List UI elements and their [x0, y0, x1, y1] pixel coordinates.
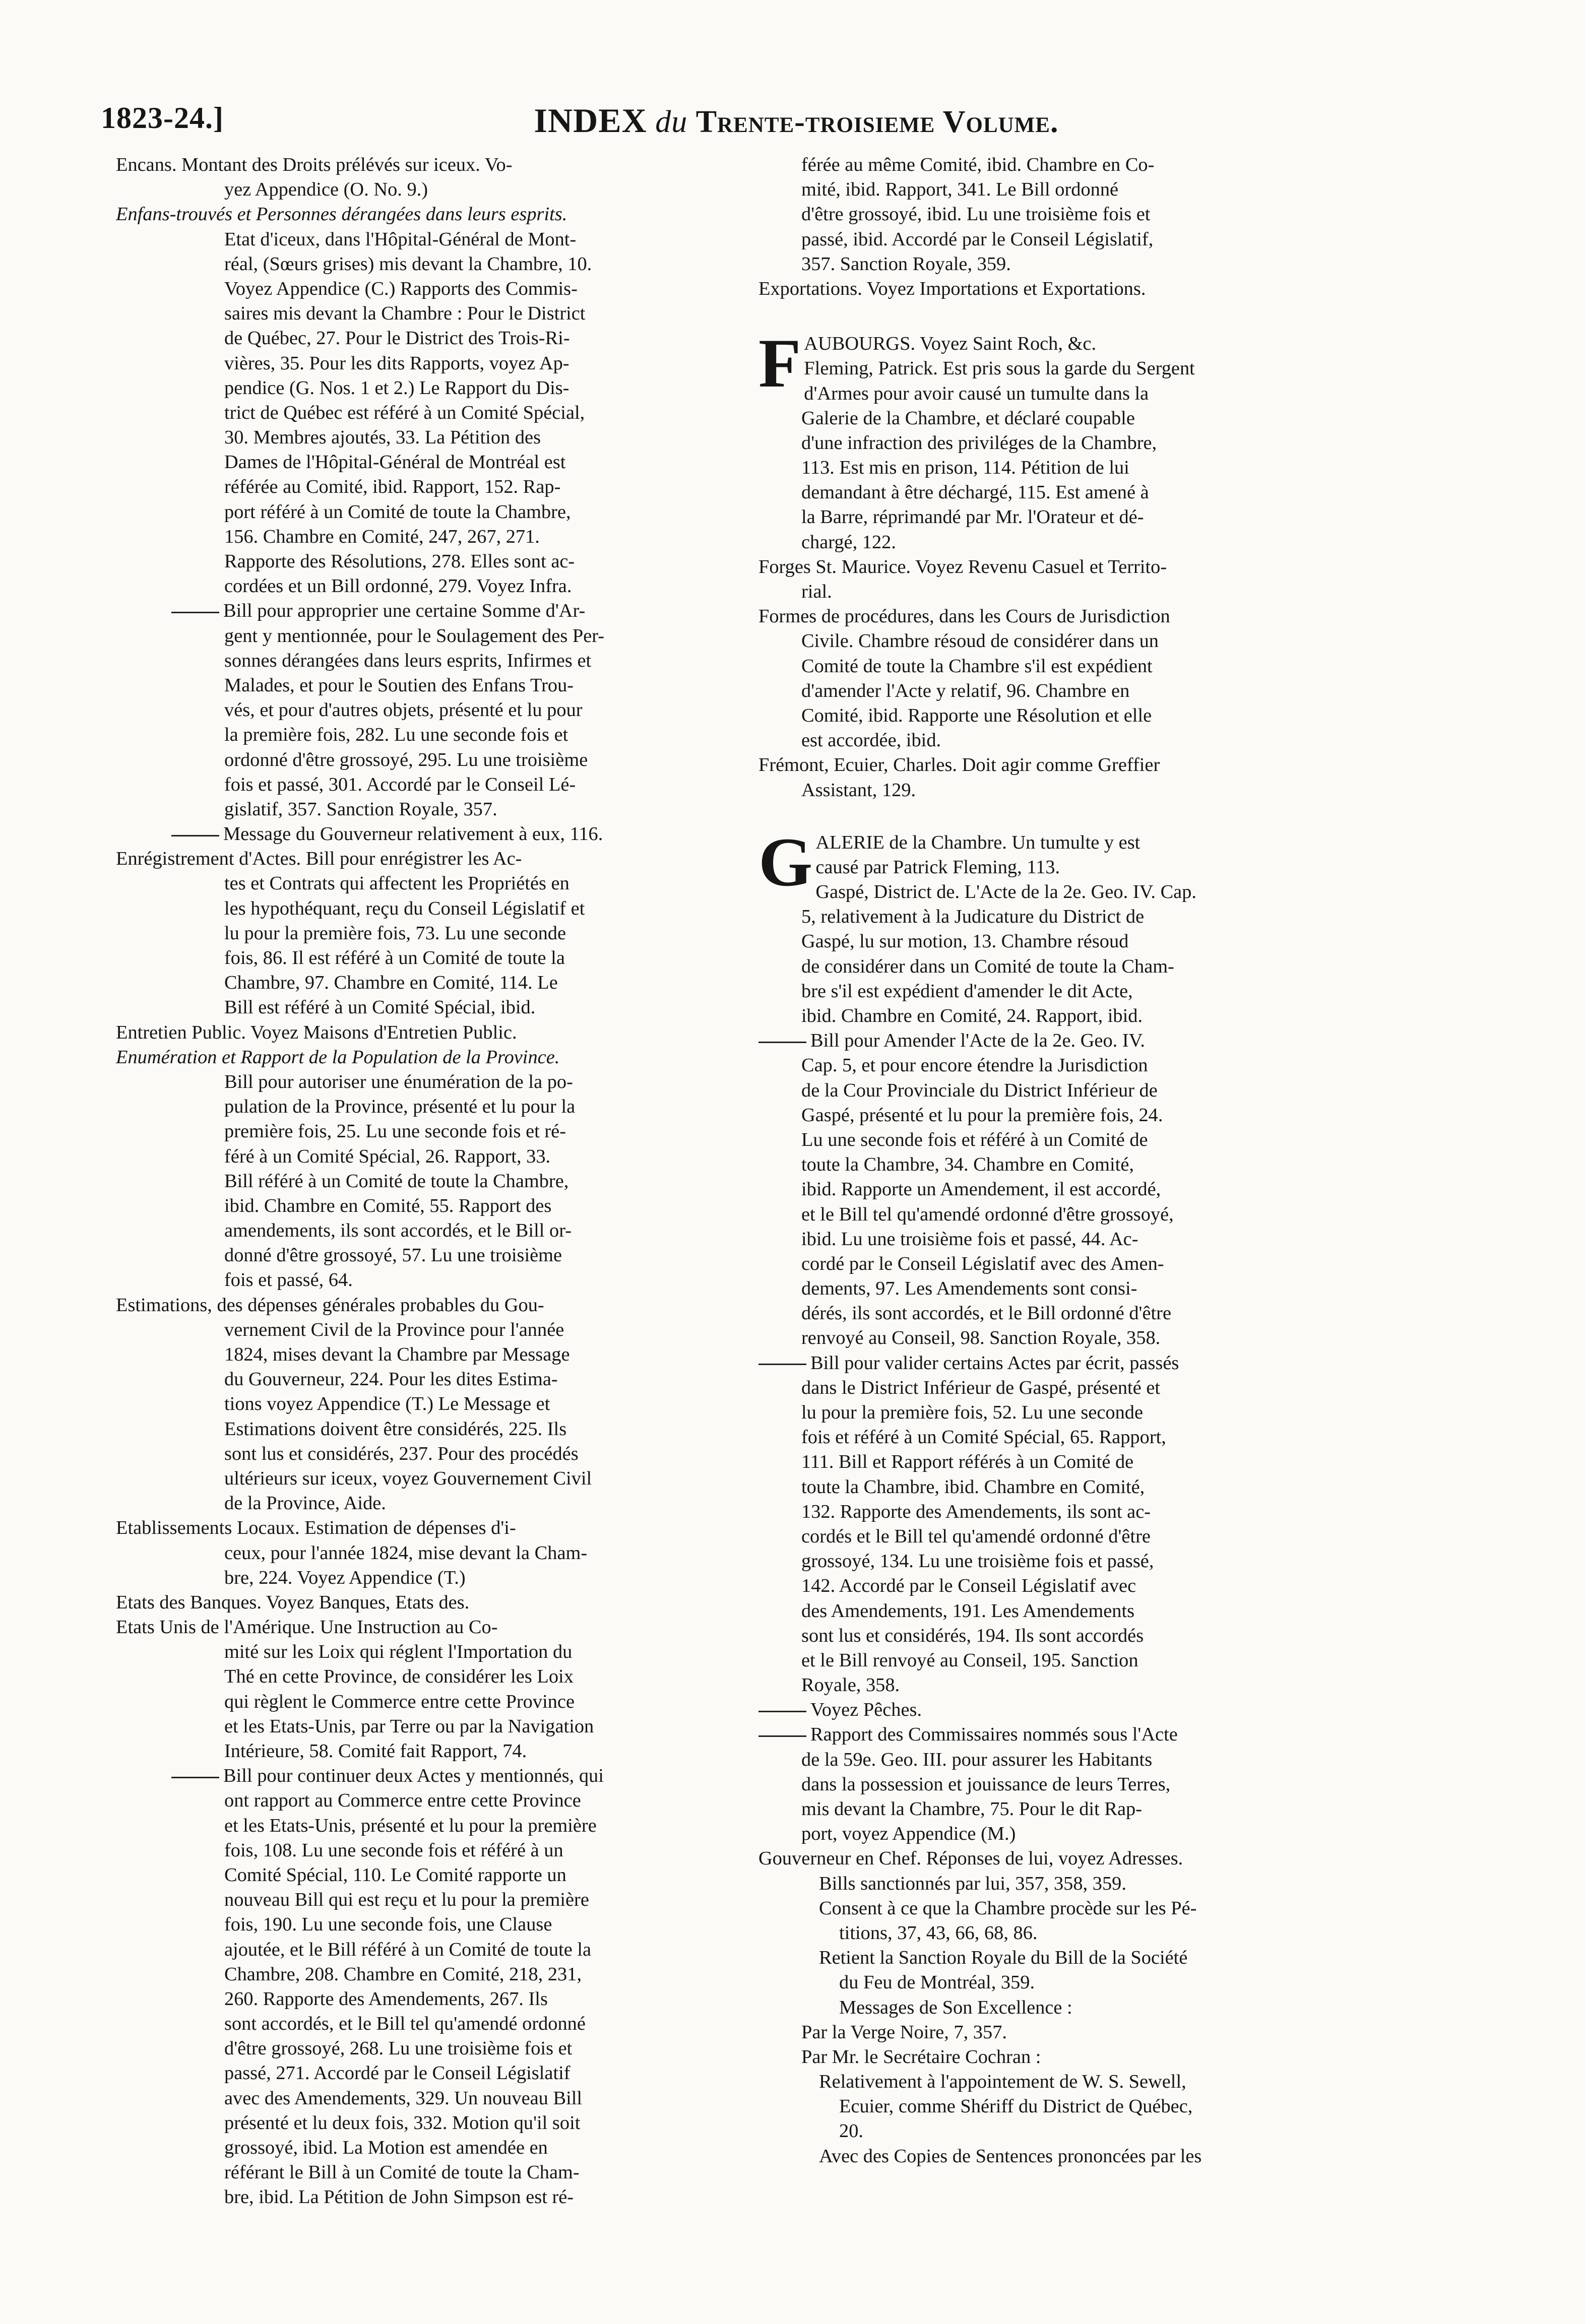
index-line: bre, ibid. La Pétition de John Simpson est ré- — [224, 2186, 574, 2208]
index-line: Rapporte des Résolutions, 278. Elles sont ac- — [224, 551, 575, 572]
index-line: fois et référé à un Comité Spécial, 65. Rapport, — [801, 1427, 1166, 1448]
index-line: des Amendements, 191. Les Amendements — [801, 1600, 1135, 1622]
index-line: fois, 86. Il est référé à un Comité de toute la — [224, 947, 565, 969]
index-line: Malades, et pour le Soutien des Enfans Trou- — [224, 674, 574, 696]
index-line: fois et passé, 301. Accordé par le Conseil Lé- — [224, 773, 576, 795]
index-line: vés, et pour d'autres objets, présenté et lu pour — [224, 699, 583, 721]
index-line: d'une infraction des priviléges de la Chambre, — [801, 432, 1157, 454]
index-line: d'être grossoyé, 268. Lu une troisième fois et — [224, 2038, 573, 2059]
index-line: toute la Chambre, 34. Chambre en Comité, — [801, 1154, 1134, 1176]
index-line: chargé, 122. — [801, 531, 896, 553]
index-line: sont lus et considérés, 194. Ils sont accordés — [801, 1625, 1144, 1646]
index-line: Bill pour valider certains Actes par écrit, passés — [810, 1352, 1179, 1374]
dropcap-g: G — [758, 823, 813, 900]
index-line: mité, ibid. Rapport, 341. Le Bill ordonné — [801, 179, 1119, 201]
index-line: est accordée, ibid. — [801, 730, 941, 751]
dropcap-f: F — [758, 325, 801, 402]
index-line: dans la possession et jouissance de leurs Terres, — [801, 1773, 1171, 1795]
index-line: première fois, 25. Lu une seconde fois et ré- — [224, 1121, 566, 1142]
index-line: Bill référé à un Comité de toute la Chambre, — [224, 1170, 569, 1192]
index-line: pendice (G. Nos. 1 et 2.) Le Rapport du Dis- — [224, 377, 569, 399]
index-line: bre s'il est expédient d'amender le dit Acte, — [801, 980, 1133, 1002]
index-line: Ecuier, comme Shériff du District de Québec, — [839, 2096, 1193, 2117]
index-line: référant le Bill à un Comité de toute la Cham- — [224, 2162, 580, 2183]
index-line: causé par Patrick Fleming, 113. — [815, 856, 1060, 878]
index-line: ibid. Lu une troisième fois et passé, 44. Ac- — [801, 1228, 1138, 1250]
index-line: ont rapport au Commerce entre cette Province — [224, 1790, 581, 1812]
index-line: mité sur les Loix qui réglent l'Importation du — [224, 1641, 573, 1663]
running-title — [101, 101, 1492, 141]
index-line: tions voyez Appendice (T.) Le Message et — [224, 1393, 550, 1415]
index-line: renvoyé au Conseil, 98. Sanction Royale, 358. — [801, 1327, 1161, 1349]
index-line: Comité de toute la Chambre s'il est expédient — [801, 655, 1153, 677]
index-line: dements, 97. Les Amendements sont consi- — [801, 1278, 1137, 1300]
title-du: du — [655, 105, 688, 139]
left-column — [116, 153, 761, 2210]
index-line: fois et passé, 64. — [224, 1269, 353, 1291]
title-index: INDEX — [534, 101, 647, 140]
index-line: de Québec, 27. Pour le District des Trois-Ri- — [224, 328, 570, 349]
index-line: de la Province, Aide. — [224, 1493, 386, 1514]
index-line: 142. Accordé par le Conseil Législatif avec — [801, 1575, 1136, 1597]
index-line: AUBOURGS. Voyez Saint Roch, &c. — [804, 333, 1097, 355]
index-line: cordé par le Conseil Législatif avec des Amen- — [801, 1253, 1164, 1274]
index-line: Voyez Pêches. — [810, 1699, 922, 1721]
index-line: Bills sanctionnés par lui, 357, 358, 359. — [819, 1873, 1126, 1894]
index-line: Comité Spécial, 110. Le Comité rapporte un — [224, 1864, 566, 1886]
index-line: Bill est référé à un Comité Spécial, ibid. — [224, 997, 536, 1018]
index-heading: Enumération et Rapport de la Population de la Province. — [116, 1046, 560, 1068]
index-line: présenté et lu deux fois, 332. Motion qu'il soit — [224, 2112, 581, 2134]
repeat-dash — [171, 835, 219, 836]
index-line: Fleming, Patrick. Est pris sous la garde du Sergent — [804, 358, 1195, 379]
index-line: la première fois, 282. Lu une seconde fois et — [224, 724, 568, 746]
index-line: et le Bill tel qu'amendé ordonné d'être grossoyé, — [801, 1203, 1174, 1225]
index-line: Rapport des Commissaires nommés sous l'Acte — [810, 1724, 1178, 1746]
index-line: de la Cour Provinciale du District Inférieur de — [801, 1079, 1158, 1101]
index-line: et les Etats-Unis, présenté et lu pour la première — [224, 1815, 597, 1836]
index-line: Messages de Son Excellence : — [839, 1996, 1072, 2018]
index-line: d'être grossoyé, ibid. Lu une troisième fois et — [801, 204, 1151, 225]
index-line: cordés et le Bill tel qu'amendé ordonné d'être — [801, 1525, 1151, 1547]
index-line: Chambre, 97. Chambre en Comité, 114. Le — [224, 972, 558, 994]
index-line: Message du Gouverneur relativement à eux, 116. — [223, 823, 603, 845]
index-line: Comité, ibid. Rapporte une Résolution et elle — [801, 704, 1152, 726]
index-line: la Barre, réprimandé par Mr. l'Orateur et dé- — [801, 506, 1144, 528]
index-line: qui règlent le Commerce entre cette Province — [224, 1691, 575, 1712]
index-line: Retient la Sanction Royale du Bill de la Société — [819, 1947, 1188, 1969]
index-line: trict de Québec est référé à un Comité Spécial, — [224, 402, 585, 423]
index-line: Voyez Appendice (C.) Rapports des Commis- — [224, 278, 578, 299]
index-line: Dames de l'Hôpital-Général de Montréal est — [224, 451, 566, 473]
index-line: dans le District Inférieur de Gaspé, présenté et — [801, 1377, 1161, 1398]
index-line: 132. Rapporte des Amendements, ils sont ac- — [801, 1501, 1151, 1522]
index-line: Lu une seconde fois et référé à un Comité de — [801, 1129, 1148, 1150]
index-line: Avec des Copies de Sentences prononcées par les — [819, 2145, 1202, 2167]
index-line: ultérieurs sur iceux, voyez Gouvernement Civil — [224, 1467, 592, 1489]
repeat-dash — [171, 1777, 219, 1778]
index-line: Formes de procédures, dans les Cours de Jurisdiction — [758, 606, 1170, 627]
index-line: Forges St. Maurice. Voyez Revenu Casuel et Territo- — [758, 556, 1167, 577]
index-line: 1824, mises devant la Chambre par Message — [224, 1344, 570, 1365]
index-line: Royale, 358. — [801, 1674, 900, 1696]
index-line: ibid. Chambre en Comité, 24. Rapport, ibid. — [801, 1005, 1143, 1026]
index-line: Galerie de la Chambre, et déclaré coupable — [801, 407, 1135, 429]
index-line: d'amender l'Acte y relatif, 96. Chambre en — [801, 680, 1130, 701]
index-line: sonnes dérangées dans leurs esprits, Infirmes et — [224, 650, 592, 671]
index-line: grossoyé, 134. Lu une troisième fois et passé, — [801, 1551, 1154, 1572]
index-line: Etats Unis de l'Amérique. Une Instruction au Co- — [116, 1617, 498, 1638]
index-line: Bill pour Amender l'Acte de la 2e. Geo. IV. — [810, 1030, 1146, 1052]
index-line: sont lus et considérés, 237. Pour des procédés — [224, 1443, 579, 1464]
index-line: Civile. Chambre résoud de considérer dans un — [801, 630, 1159, 652]
index-line: mis devant la Chambre, 75. Pour le dit Rap- — [801, 1798, 1142, 1820]
index-line: les hypothéquant, reçu du Conseil Législatif et — [224, 897, 585, 919]
index-line: ibid. Chambre en Comité, 55. Rapport des — [224, 1195, 552, 1216]
index-line: Etablissements Locaux. Estimation de dépenses d'i- — [116, 1517, 516, 1539]
title-volume: Trente-troisieme Volume. — [695, 105, 1059, 139]
index-line: de considérer dans un Comité de toute la Cham- — [801, 955, 1174, 977]
index-line: gislatif, 357. Sanction Royale, 357. — [224, 798, 497, 820]
index-line: réal, (Sœurs grises) mis devant la Chambre, 10. — [224, 253, 592, 275]
right-column — [758, 153, 1358, 2169]
index-line: Relativement à l'appointement de W. S. Sewell, — [819, 2071, 1186, 2093]
index-line: ibid. Rapporte un Amendement, il est accordé, — [801, 1179, 1161, 1200]
index-line: Etats des Banques. Voyez Banques, Etats des. — [116, 1591, 470, 1613]
index-line: de la 59e. Geo. III. pour assurer les Habitants — [801, 1749, 1153, 1770]
index-line: férée au même Comité, ibid. Chambre en Co- — [801, 154, 1155, 175]
repeat-dash — [758, 1735, 806, 1737]
index-line: et le Bill renvoyé au Conseil, 195. Sanction — [801, 1649, 1138, 1671]
index-line: Entretien Public. Voyez Maisons d'Entretien Public. — [116, 1021, 517, 1043]
index-line: Chambre, 208. Chambre en Comité, 218, 231, — [224, 1963, 582, 1985]
index-line: Encans. Montant des Droits prélévés sur iceux. Vo- — [116, 154, 513, 175]
index-line: féré à un Comité Spécial, 26. Rapport, 33. — [224, 1145, 551, 1167]
index-line: gent y mentionnée, pour le Soulagement des Per- — [224, 625, 605, 647]
index-heading: Enfans-trouvés et Personnes dérangées dans leurs esprits. — [116, 204, 567, 225]
index-line: yez Appendice (O. No. 9.) — [224, 179, 428, 201]
repeat-dash — [171, 612, 219, 613]
index-line: 20. — [839, 2120, 863, 2142]
index-line: passé, ibid. Accordé par le Conseil Législatif, — [801, 228, 1154, 250]
index-line: du Gouverneur, 224. Pour les dites Estima- — [224, 1369, 558, 1390]
index-line: Par la Verge Noire, 7, 357. — [801, 2021, 1007, 2043]
index-line: 5, relativement à la Judicature du District de — [801, 906, 1145, 928]
index-line: Assistant, 129. — [801, 779, 916, 801]
index-line: dérés, ils sont accordés, et le Bill ordonné d'être — [801, 1303, 1171, 1324]
index-line: toute la Chambre, ibid. Chambre en Comité, — [801, 1476, 1145, 1498]
index-line: pulation de la Province, présenté et lu pour la — [224, 1096, 576, 1118]
index-line: fois, 190. Lu une seconde fois, une Clause — [224, 1914, 552, 1935]
index-line: Bill pour autoriser une énumération de la po- — [224, 1071, 573, 1092]
index-line: 156. Chambre en Comité, 247, 267, 271. — [224, 526, 540, 547]
page-number: 1823-24.] — [101, 101, 224, 135]
index-line: grossoyé, ibid. La Motion est amendée en — [224, 2137, 548, 2158]
repeat-dash — [758, 1364, 806, 1365]
index-line: ALERIE de la Chambre. Un tumulte y est — [815, 831, 1140, 853]
index-line: Etat d'iceux, dans l'Hôpital-Général de Mont- — [224, 228, 577, 250]
index-line: cordées et un Bill ordonné, 279. Voyez Infra. — [224, 575, 572, 597]
index-line: et les Etats-Unis, par Terre ou par la Navigation — [224, 1715, 594, 1737]
index-line: Estimations doivent être considérés, 225. Ils — [224, 1418, 567, 1440]
index-line: port, voyez Appendice (M.) — [801, 1823, 1016, 1845]
running-header — [101, 101, 1492, 141]
index-line: Gaspé, présenté et lu pour la première fois, 24. — [801, 1104, 1163, 1126]
index-line: Gaspé, District de. L'Acte de la 2e. Geo. IV. Cap. — [815, 881, 1197, 903]
index-line: demandant à être déchargé, 115. Est amené à — [801, 482, 1149, 503]
index-line: Consent à ce que la Chambre procède sur les Pé- — [819, 1897, 1197, 1919]
index-line: Estimations, des dépenses générales probables du Gou- — [116, 1294, 544, 1316]
index-line: lu pour la première fois, 52. Lu une seconde — [801, 1402, 1144, 1423]
index-line: ordonné d'être grossoyé, 295. Lu une troisième — [224, 749, 588, 770]
index-line: bre, 224. Voyez Appendice (T.) — [224, 1567, 466, 1588]
index-line: rial. — [801, 581, 832, 602]
index-line: Bill pour continuer deux Actes y mentionnés, qui — [223, 1765, 604, 1787]
index-line: Thé en cette Province, de considérer les Loix — [224, 1666, 574, 1688]
index-line: 111. Bill et Rapport référés à un Comité de — [801, 1451, 1134, 1473]
index-line: donné d'être grossoyé, 57. Lu une troisième — [224, 1245, 562, 1266]
repeat-dash — [758, 1711, 806, 1712]
index-line: port référé à un Comité de toute la Chambre, — [224, 501, 571, 523]
index-line: Exportations. Voyez Importations et Exportations. — [758, 278, 1146, 299]
index-line: saires mis devant la Chambre : Pour le District — [224, 303, 586, 325]
index-line: Gaspé, lu sur motion, 13. Chambre résoud — [801, 931, 1129, 952]
index-line: Frémont, Ecuier, Charles. Doit agir comme Greffier — [758, 754, 1160, 776]
index-line: Gouverneur en Chef. Réponses de lui, voyez Adresses. — [758, 1848, 1183, 1869]
index-line: 357. Sanction Royale, 359. — [801, 253, 1011, 275]
index-line: vernement Civil de la Province pour l'année — [224, 1319, 564, 1340]
index-line: amendements, ils sont accordés, et le Bill or- — [224, 1220, 572, 1242]
index-line: fois, 108. Lu une seconde fois et référé à un — [224, 1839, 563, 1861]
index-line: lu pour la première fois, 73. Lu une seconde — [224, 922, 566, 944]
index-line: référée au Comité, ibid. Rapport, 152. Rap- — [224, 476, 561, 498]
index-line: d'Armes pour avoir causé un tumulte dans la — [804, 382, 1149, 404]
index-line: Enrégistrement d'Actes. Bill pour enrégistrer les Ac- — [116, 848, 522, 870]
index-line: Par Mr. le Secrétaire Cochran : — [801, 2046, 1041, 2068]
repeat-dash — [758, 1042, 806, 1043]
index-line: titions, 37, 43, 66, 68, 86. — [839, 1922, 1038, 1944]
index-line: 113. Est mis en prison, 114. Pétition de lui — [801, 457, 1129, 479]
index-line: Intérieure, 58. Comité fait Rapport, 74. — [224, 1740, 527, 1762]
index-line: tes et Contrats qui affectent les Propriétés en — [224, 873, 569, 894]
index-line: vières, 35. Pour les dits Rapports, voyez Ap- — [224, 352, 569, 374]
index-line: avec des Amendements, 329. Un nouveau Bill — [224, 2087, 583, 2109]
index-line: ajoutée, et le Bill référé à un Comité de toute la — [224, 1939, 592, 1960]
index-line: du Feu de Montréal, 359. — [839, 1972, 1035, 1993]
index-line: passé, 271. Accordé par le Conseil Législatif — [224, 2062, 570, 2084]
index-line: Cap. 5, et pour encore étendre la Jurisdiction — [801, 1055, 1148, 1076]
index-line: 260. Rapporte des Amendements, 267. Ils — [224, 1988, 548, 2010]
index-line: 30. Membres ajoutés, 33. La Pétition des — [224, 427, 541, 448]
index-line: ceux, pour l'année 1824, mise devant la Cham- — [224, 1542, 588, 1564]
index-line: Bill pour approprier une certaine Somme d'Ar- — [223, 600, 586, 622]
index-line: nouveau Bill qui est reçu et lu pour la première — [224, 1889, 589, 1911]
index-line: sont accordés, et le Bill tel qu'amendé ordonné — [224, 2013, 586, 2035]
